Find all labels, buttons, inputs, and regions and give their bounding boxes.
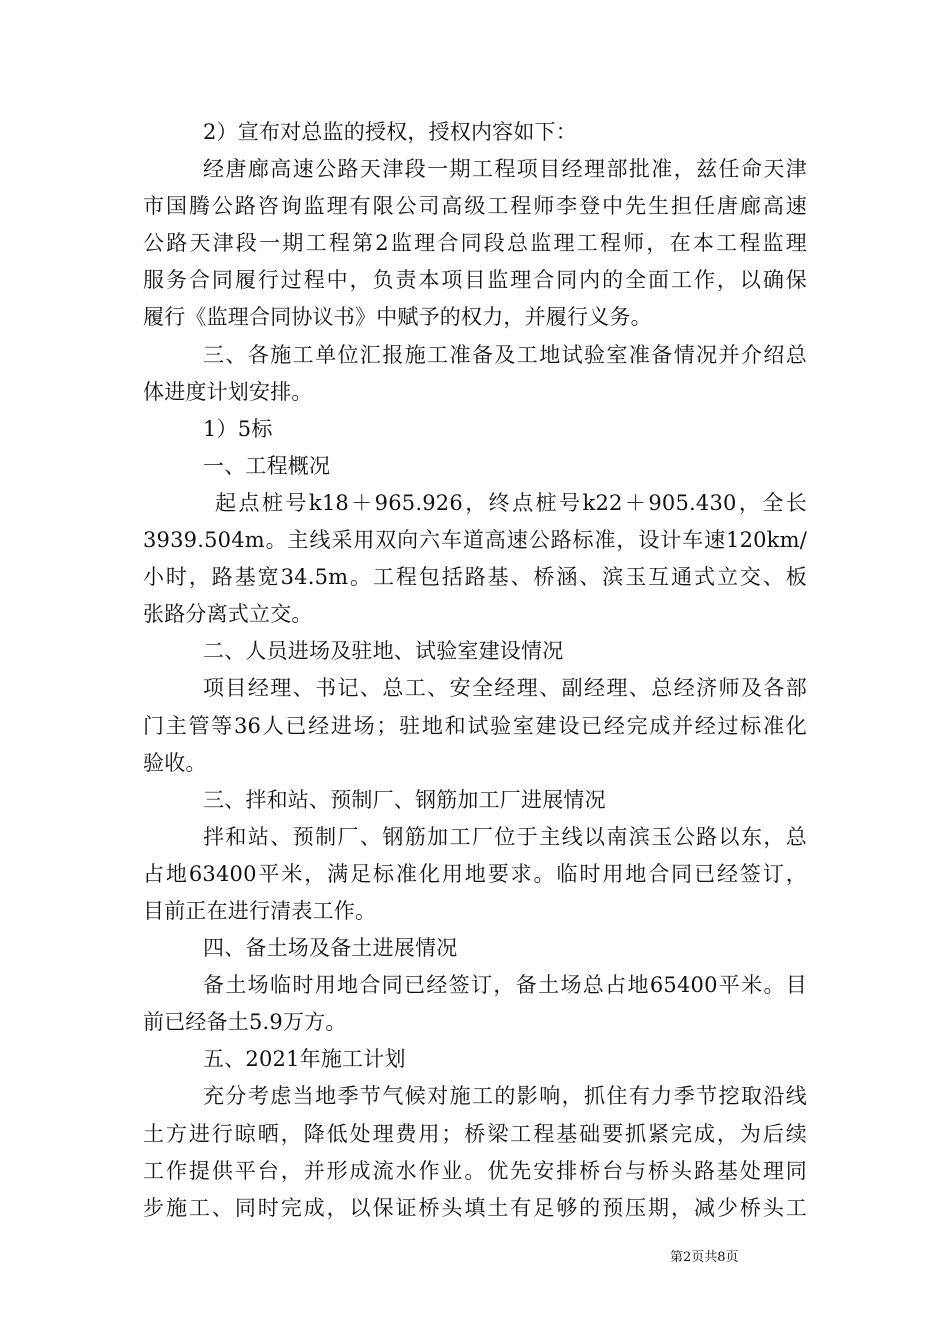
paragraph-line: 起点桩号k18＋965.926，终点桩号k22＋905.430，全长 bbox=[215, 490, 807, 515]
item-heading: 五、2021年施工计划 bbox=[203, 1047, 406, 1072]
page-number: 第2页共8页 bbox=[670, 1250, 739, 1265]
paragraph-line: 门主管等36人已经进场；驻地和试验室建设已经完成并经过标准化 bbox=[143, 713, 807, 738]
paragraph-line: 目前正在进行清表工作。 bbox=[143, 898, 377, 923]
paragraph-line: 小时，路基宽34.5m。工程包括路基、桥涵、滨玉互通式立交、板 bbox=[143, 565, 807, 590]
paragraph-line: 履行《监理合同协议书》中赋予的权力，并履行义务。 bbox=[143, 305, 652, 330]
paragraph-line: 备土场临时用地合同已经签订，备土场总占地65400平米。目 bbox=[203, 973, 807, 998]
paragraph-line: 土方进行晾晒，降低处理费用；桥梁工程基础要抓紧完成，为后续 bbox=[143, 1121, 807, 1146]
paragraph-line: 公路天津段一期工程第2监理合同段总监理工程师，在本工程监理 bbox=[143, 231, 807, 256]
item-heading: 四、备土场及备土进展情况 bbox=[203, 936, 458, 961]
subsection-heading: 1）5标 bbox=[203, 416, 273, 441]
paragraph-line: 充分考虑当地季节气候对施工的影响，抓住有力季节挖取沿线 bbox=[203, 1084, 807, 1109]
paragraph-line: 前已经备土5.9万方。 bbox=[143, 1010, 347, 1035]
paragraph-line: 步施工、同时完成，以保证桥头填土有足够的预压期，减少桥头工 bbox=[143, 1195, 807, 1220]
paragraph-line: 3939.504m。主线采用双向六车道高速公路标准，设计车速120km/ bbox=[143, 528, 807, 553]
paragraph-line: 市国腾公路咨询监理有限公司高级工程师李登中先生担任唐廊高速 bbox=[143, 194, 807, 219]
document-body bbox=[143, 114, 807, 1227]
paragraph-line: 2）宣布对总监的授权，授权内容如下： bbox=[203, 120, 577, 144]
paragraph-line: 拌和站、预制厂、钢筋加工厂位于主线以南滨玉公路以东，总 bbox=[203, 824, 807, 849]
paragraph-line: 服务合同履行过程中，负责本项目监理合同内的全面工作，以确保 bbox=[143, 268, 807, 293]
paragraph-line: 张路分离式立交。 bbox=[143, 602, 313, 627]
paragraph-line: 经唐廊高速公路天津段一期工程项目经理部批准，兹任命天津 bbox=[203, 157, 807, 182]
section-heading: 三、各施工单位汇报施工准备及工地试验室准备情况并介绍总 bbox=[203, 342, 807, 367]
item-heading: 三、拌和站、预制厂、钢筋加工厂进展情况 bbox=[203, 787, 606, 812]
paragraph-line: 体进度计划安排。 bbox=[143, 379, 313, 404]
item-heading: 二、人员进场及驻地、试验室建设情况 bbox=[203, 639, 564, 664]
item-heading: 一、工程概况 bbox=[203, 453, 331, 478]
paragraph-line: 项目经理、书记、总工、安全经理、副经理、总经济师及各部 bbox=[203, 676, 807, 701]
paragraph-line: 验收。 bbox=[143, 750, 207, 775]
paragraph-line: 占地63400平米，满足标准化用地要求。临时用地合同已经签订， bbox=[143, 861, 807, 886]
paragraph-line: 工作提供平台，并形成流水作业。优先安排桥台与桥头路基处理同 bbox=[143, 1158, 807, 1183]
